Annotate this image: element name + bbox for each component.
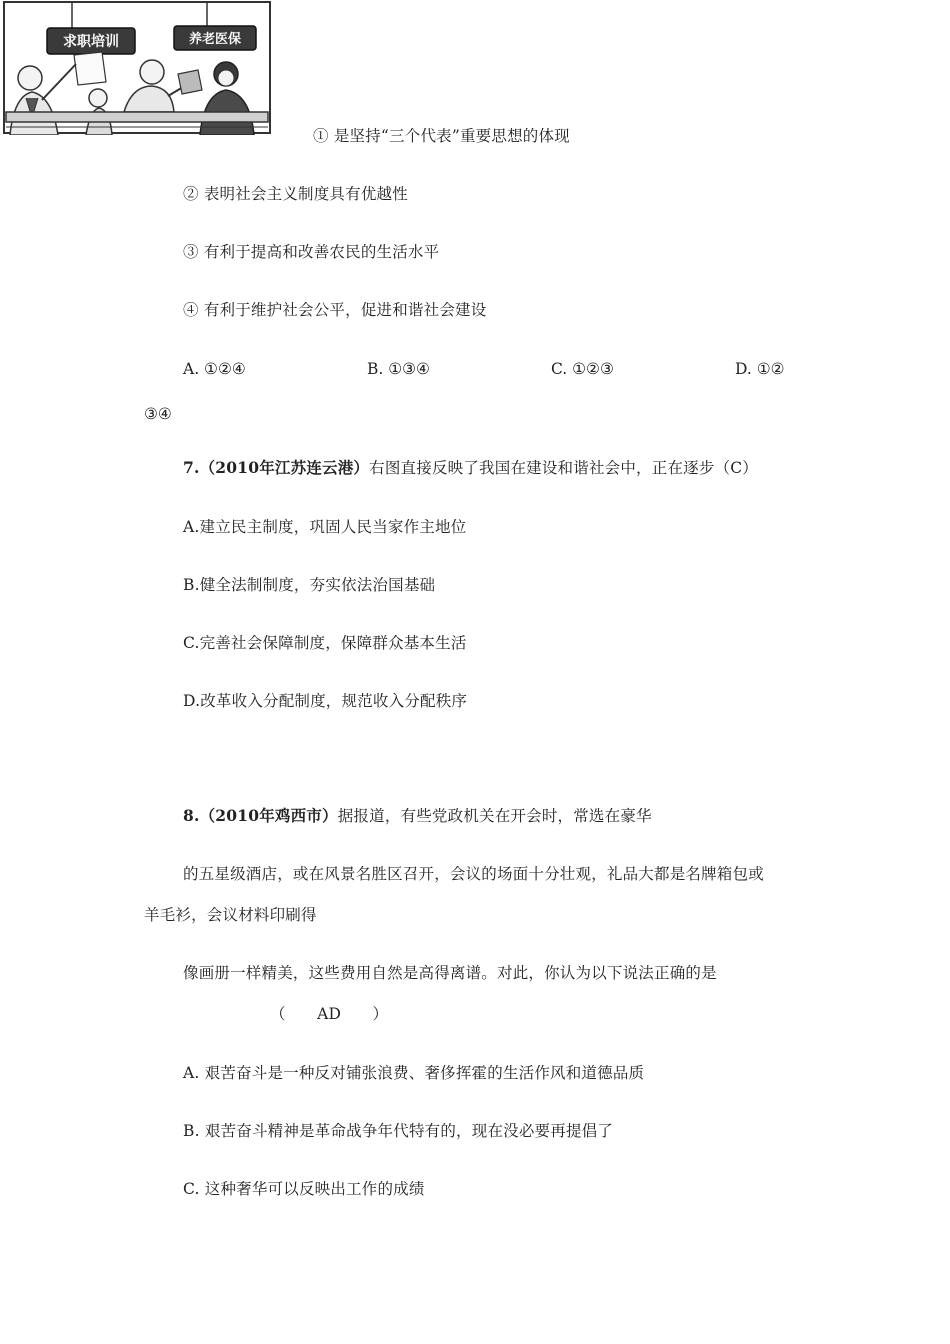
q6-option-d-wrap: ③④ [144, 405, 172, 423]
q7-option-b: B.健全法制制度，夯实依法治国基础 [183, 576, 436, 594]
q7-option-a: A.建立民主制度，巩固人民当家作主地位 [183, 518, 467, 536]
q7-stem-text: 右图直接反映了我国在建设和谐社会中，正在逐步（C） [369, 459, 759, 477]
q6-statement-3: ③ 有利于提高和改善农民的生活水平 [183, 243, 440, 261]
q6-statement-2: ② 表明社会主义制度具有优越性 [183, 185, 408, 203]
q7-option-d: D.改革收入分配制度，规范收入分配秩序 [183, 692, 468, 710]
q7-option-c: C.完善社会保障制度，保障群众基本生活 [183, 634, 467, 652]
cartoon-sign-left-text: 求职培训 [63, 34, 119, 50]
q8-stem-line-1 [183, 806, 652, 826]
q6-option-b: B. ①③④ [367, 360, 430, 378]
q8-option-a: A. 艰苦奋斗是一种反对铺张浪费、奢侈挥霍的生活作风和道德品质 [183, 1064, 645, 1082]
q6-option-d: D. ①② [735, 360, 785, 378]
cartoon-sign-right-text: 养老医保 [188, 32, 242, 47]
q8-number: 8. [183, 806, 200, 825]
q6-option-c: C. ①②③ [551, 360, 614, 378]
q7-number: 7. [183, 458, 200, 477]
q8-stem-text-1: 据报道，有些党政机关在开会时，常选在豪华 [337, 807, 652, 825]
q6-statement-1: ① 是坚持“三个代表”重要思想的体现 [313, 127, 570, 145]
q8-stem-line-4: 像画册一样精美，这些费用自然是高得离谱。对此，你认为以下说法正确的是 [183, 964, 717, 982]
q7-source: （2010年江苏连云港） [199, 458, 370, 477]
q8-option-c: C. 这种奢华可以反映出工作的成绩 [183, 1180, 425, 1198]
q6-statement-4: ④ 有利于维护社会公平，促进和谐社会建设 [183, 301, 487, 319]
q7-stem [183, 458, 758, 478]
q8-answer: （ AD ） [270, 1005, 389, 1023]
q8-source: （2010年鸡西市） [199, 806, 338, 825]
cartoon-image [2, 0, 272, 135]
q8-option-b: B. 艰苦奋斗精神是革命战争年代特有的，现在没必要再提倡了 [183, 1122, 614, 1140]
q8-stem-line-3: 羊毛衫，会议材料印刷得 [144, 906, 317, 924]
q8-stem-line-2: 的五星级酒店，或在风景名胜区召开，会议的场面十分壮观，礼品大都是名牌箱包或 [183, 865, 764, 883]
q6-option-a: A. ①②④ [183, 360, 246, 378]
